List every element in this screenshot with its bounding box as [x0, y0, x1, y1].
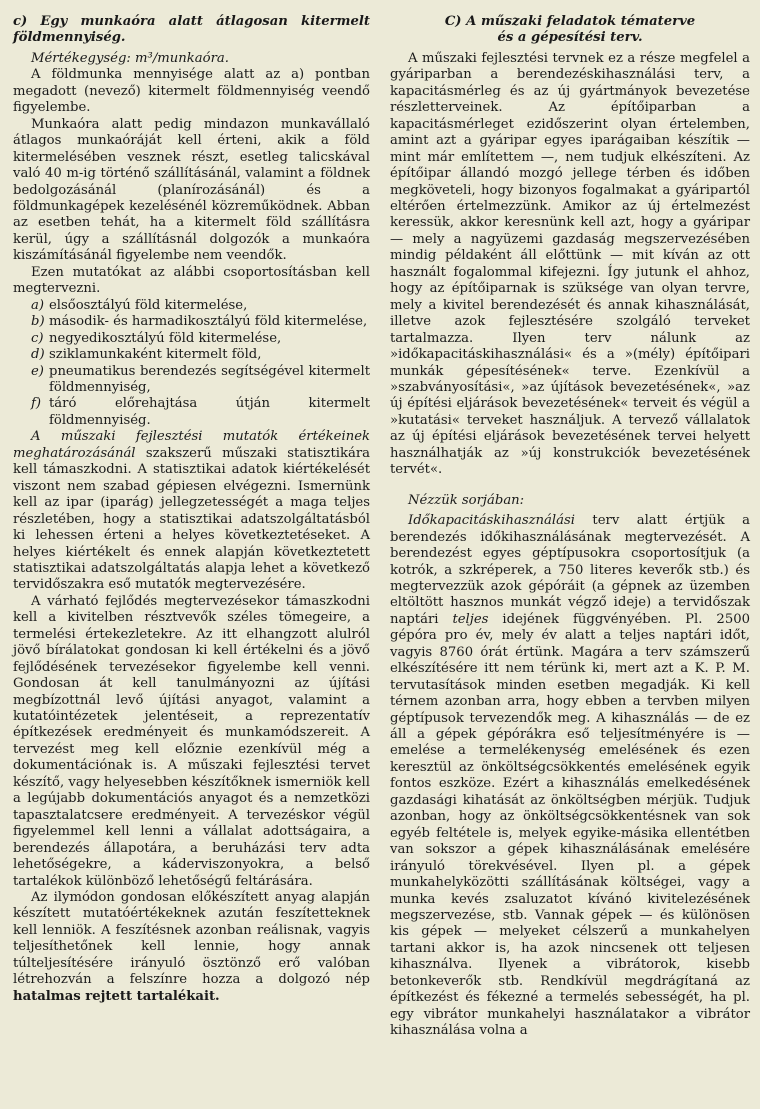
paragraph-text: szakszerű műszaki statisztikára kell támaszkodni. A statisztikai adatok kiértékelését viszont nem szabad gépiesen elvégezni. Ismernünk kell az ipar (iparág) jellegzetességét a maga teljes részletében, hogy a statisztikai adatszolgáltatásból ki lehessen érteni a helyes következtetéseket. A helyes kiértékelt és ennek alapján következtetett statisztikai adatszolgáltatás alapja lehet a következő tervidőszakra eső mutatók megtervezésére.: [13, 445, 370, 593]
paragraph: A földmunka mennyisége alatt az a) pontban megadott (nevező) kitermelt földmennyiség veendő figyelembe.: [13, 67, 370, 116]
list-item-text: táró előrehajtása útján kitermelt földmennyiség.: [49, 396, 370, 428]
right-column: [390, 14, 750, 1040]
paragraph: A műszaki fejlesztési tervnek ez a része megfelel a gyáriparban a berendezéskihasználási terv, a kapacitásmérleg és az új gyártmányok bevezetése részletterveinek. Az építőiparban a kapacitásmérleget ezidőszerint olyan értelemben, amint azt a gyáripar egyes iparágaiban készítik — mint már említettem —, nem tudjuk elkészíteni. Az építőipar állandó mozgó jellege térben és időben megköveteli, hogy bizonyos fogalmakat a gyáripartól eltérően értelmezzünk. Amikor az új értelmezést keressük, akkor keresnünk kell azt, hogy a gyáripar — mely a nagyüzemi gazdaság megszervezésében mindig példaként áll előttünk — mit kíván az ott használt fogalommal kifejezni. Így jutunk el ahhoz, hogy az építőiparnak is szüksége van olyan tervre, mely a kivitel berendezését és annak kihasználását, illetve azok fejlesztésére szolgáló terveket tartalmazza. Ilyen terv nálunk az »időkapacitáskihasználási« és a »(mély) építőipari munkák gépesítésének« terve. Ezenkívül a »szabványosítási«, »az újítások bevezetésének«, »az új építési eljárások bevezetésének« terveit és végül a »kutatási« terveket használjuk. A tervező vállalatok az új építési eljárások bevezetésének tervei helyett használhatják az »új konstrukciók bevezetésének tervét«.: [390, 50, 750, 478]
emphasis-text: teljes: [452, 611, 489, 627]
list-marker: b): [31, 314, 45, 330]
paragraph-text: terv alatt értjük a berendezés időkihasználásának megtervezését. A berendezést egyes géptípusokra csoportosítjuk (a kotrók, a szkréperek, a 750 literes keverők stb.) és megtervezzük azok gépóráit (a gépnek az üzemben eltöltött hasznos munkát végző ideje) a tervidőszak naptári: [390, 513, 750, 627]
paragraph-text: idejének függvényében. Pl. 2500 gépóra pro év, mely év alatt a teljes naptári időt, vagyis 8760 órát értünk. Magára a terv számszerű elkészítésére itt nem térünk ki, mert azt a K. P. M. tervutasítások minden esetben megadják. Ki kell térnem azonban arra, hogy ebben a tervben milyen géptípusok tervezendők meg. A kihasználás — de ez áll a gépek gépórákra eső teljesítményére is — emelése a termelékenység emelésének és ezen keresztül az önköltségcsökkentés emelésének egyik fontos eszköze. Ezért a kihasználás emelkedésének gazdasági kihatását az önköltségben mérjük. Tudjuk azonban, hogy az önköltségcsökkentésnek van sok egyéb feltétele is, melyek egyike-másika ellentétben van sokszor a gépek kihasználásának emelésére irányuló törekvésével. Ilyen pl. a gépek munkahelyközötti szállításának költségei, vagy a munka kevés zsaluzatot kívánó kivitelezésének megszervezése, stb. Vannak gépek — és különösen kis gépek — melyeket célszerű a munkahelyen tartani akkor is, ha azok nincsenek ott teljesen kihasználva. Ilyenek a vibrátorok, kisebb betonkeverők stb. Rendkívül megdrágítaná az építkezést és fékezné a termelés sebességét, ha pl. egy vibrátor munkahelyi használatakor a vibrátor kihasználása volna a: [390, 611, 750, 1039]
unit-line: Mértékegység: m³/munkaóra.: [31, 50, 229, 66]
list-marker: f): [31, 396, 42, 412]
section-heading-C: [390, 14, 750, 47]
list-marker: e): [31, 363, 44, 379]
list-item-text: pneumatikus berendezés segítségével kitermelt földmennyiség,: [49, 363, 370, 395]
list-item: [31, 331, 370, 347]
emphasis-text: hatalmas rejtett tartalékait.: [13, 988, 220, 1004]
list-item: [31, 298, 370, 314]
list-item-text: negyedikosztályú föld kitermelése,: [49, 330, 282, 346]
section-heading-c: c) Egy munkaóra alatt átlagosan kitermelt földmennyiség.: [13, 14, 370, 46]
list-item-text: elsőosztályú föld kitermelése,: [49, 297, 248, 313]
list-marker: c): [31, 330, 44, 346]
list-item-text: sziklamunkaként kitermelt föld,: [49, 347, 262, 363]
list-item: [31, 314, 370, 330]
emphasis-text: Időkapacitáskihasználási: [408, 513, 575, 529]
paragraph: A várható fejlődés megtervezésekor támaszkodni kell a kivitelben résztvevők széles tömegeire, a termelési értekezletekre. Az itt elhangzott alulról jövő bírálatokat gondosan ki kell értékelni és a jövő fejlődésének tervezésekor figyelembe kell venni. Gondosan át kell tanulmányozni az újítási megbízottnál levő újítási anyagot, valamint a kutatóintézetek jelentéseit, a reprezentatív építkezések eredményeit és munkamódszereit. A tervezést meg kell előznie ezenkívül még a dokumentációnak is. A műszaki fejlesztési tervet készítő, vagy helyesebben készítőknek ismerniök kell a legújabb dokumentációs anyagot és a nemzetközi tapasztalatcsere eredményeit. A tervezéskor végül figyelemmel kell lenni a vállalat adottságaira, a berendezés állapotára, a beruházási terv adta lehetőségekre, a káderviszonyokra, a belső tartalékok különböző lehetőségű feltárására.: [13, 593, 370, 889]
heading-line: és a gépesítési terv.: [497, 30, 643, 46]
list-item-text: második- és harmadikosztályú föld kitermelése,: [49, 314, 368, 330]
category-list: [13, 298, 370, 430]
list-item: [31, 396, 370, 429]
list-item: [31, 364, 370, 397]
left-column: [13, 14, 370, 1005]
subheading: Nézzük sorjában:: [408, 492, 525, 508]
paragraph-text: ván a felszínre hozza a dolgozó nép: [67, 972, 370, 988]
paragraph: [13, 890, 370, 1005]
paragraph-text: Az ilymódon gondosan előkészített anyag alapján készített mutatóértékeknek azután feszítetteknek kell lenniök. A feszítésnek azonban reálisnak, vagyis teljesíthetőnek kell lennie, hogy annak túlteljesítésére irányuló ösztönző erő valóban létrehoz: [13, 890, 370, 988]
paragraph: [390, 513, 750, 1040]
list-item: [31, 347, 370, 363]
paragraph: Munkaóra alatt pedig mindazon munkavállaló átlagos munkaóráját kell érteni, akik a föld kitermelésében vesznek részt, esetleg talicskával való 40 m-ig történő szállításánál, valamint a földnek bedolgozásánál (planírozásánál) és a földmunkagépek kezelésénél közreműködnek. Abban az esetben tehát, ha a kitermelt föld szállításra kerül, úgy a szállításnál dolgozók a munkaóra kiszámításánál figyelembe nem veendők.: [13, 116, 370, 264]
list-marker: d): [31, 347, 45, 363]
paragraph: Ezen mutatókat az alábbi csoportosításban kell megtervezni.: [13, 264, 370, 297]
list-marker: a): [31, 297, 45, 313]
heading-line: C) A műszaki feladatok tématerve: [444, 14, 696, 29]
paragraph: [13, 429, 370, 594]
emphasis-text: A műszaki fejlesztési mutatók értékeinek meghatározásánál: [13, 429, 370, 461]
